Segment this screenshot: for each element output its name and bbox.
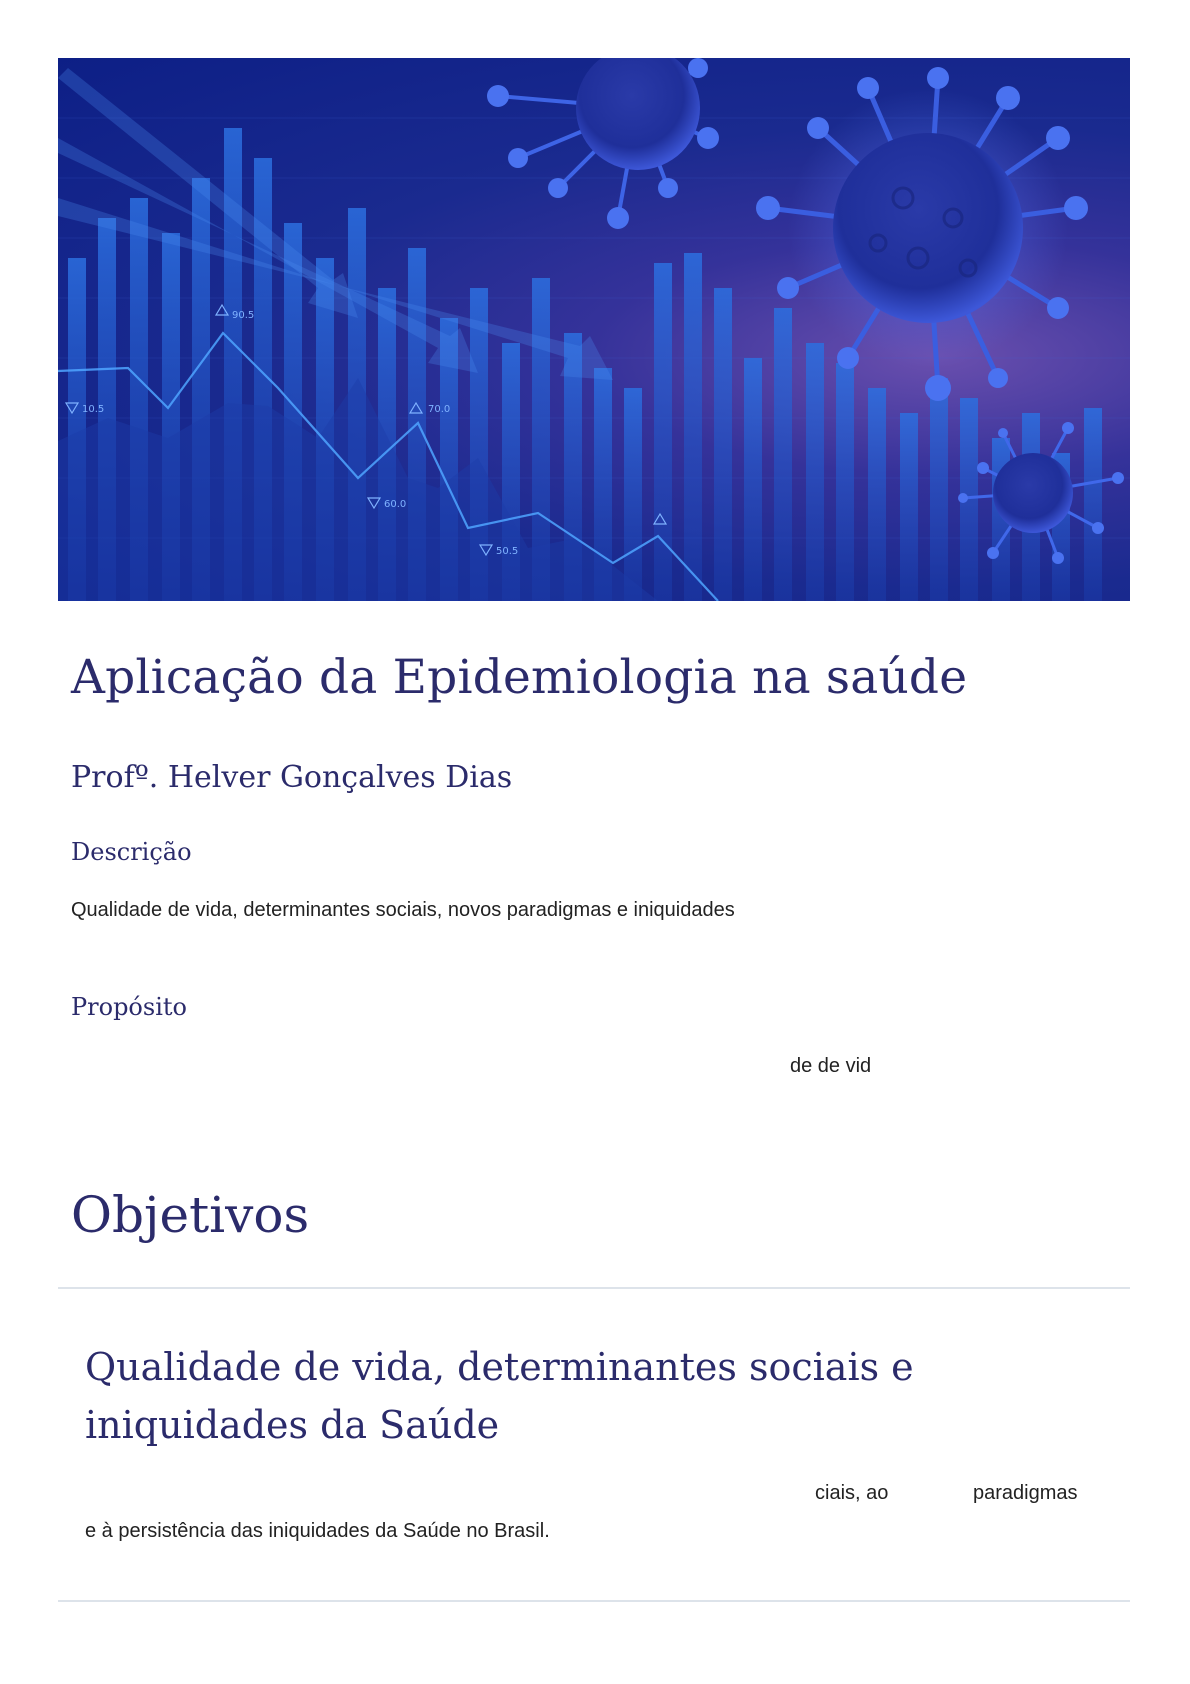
chart-label-50-5: 50.5 <box>496 546 519 557</box>
chart-label-60-0: 60.0 <box>384 499 407 510</box>
objective-text-line-2: e à persistência das iniquidades da Saúde no Brasil. <box>85 1520 550 1542</box>
objectives-heading: Objetivos <box>71 1186 310 1244</box>
virus-chart-illustration <box>58 58 1130 601</box>
chart-label-90-5: 90.5 <box>232 310 255 321</box>
objective-item-title: Qualidade de vida, determinantes sociais e iniquidades da Saúde <box>85 1345 914 1447</box>
virus-icon-top <box>487 58 719 229</box>
hero-banner-image <box>58 58 1130 601</box>
chart-label-70-0: 70.0 <box>428 404 451 415</box>
document-title: Aplicação da Epidemiologia na saúde <box>71 650 968 705</box>
chart-label-10-5: 10.5 <box>82 404 105 415</box>
purpose-text-fragment: de de vid <box>790 1055 872 1077</box>
virus-icon-large <box>756 67 1088 401</box>
description-label: Descrição <box>71 838 192 866</box>
divider-bottom <box>58 1600 1130 1602</box>
purpose-label: Propósito <box>71 993 187 1021</box>
objective-text-fragment-2: paradigmas <box>973 1482 1078 1504</box>
divider-top <box>58 1287 1130 1289</box>
author-name: Profº. Helver Gonçalves Dias <box>71 760 513 795</box>
objective-text-fragment-1: ciais, ao <box>815 1482 889 1504</box>
description-text: Qualidade de vida, determinantes sociais, novos paradigmas e iniquidades <box>71 899 735 921</box>
